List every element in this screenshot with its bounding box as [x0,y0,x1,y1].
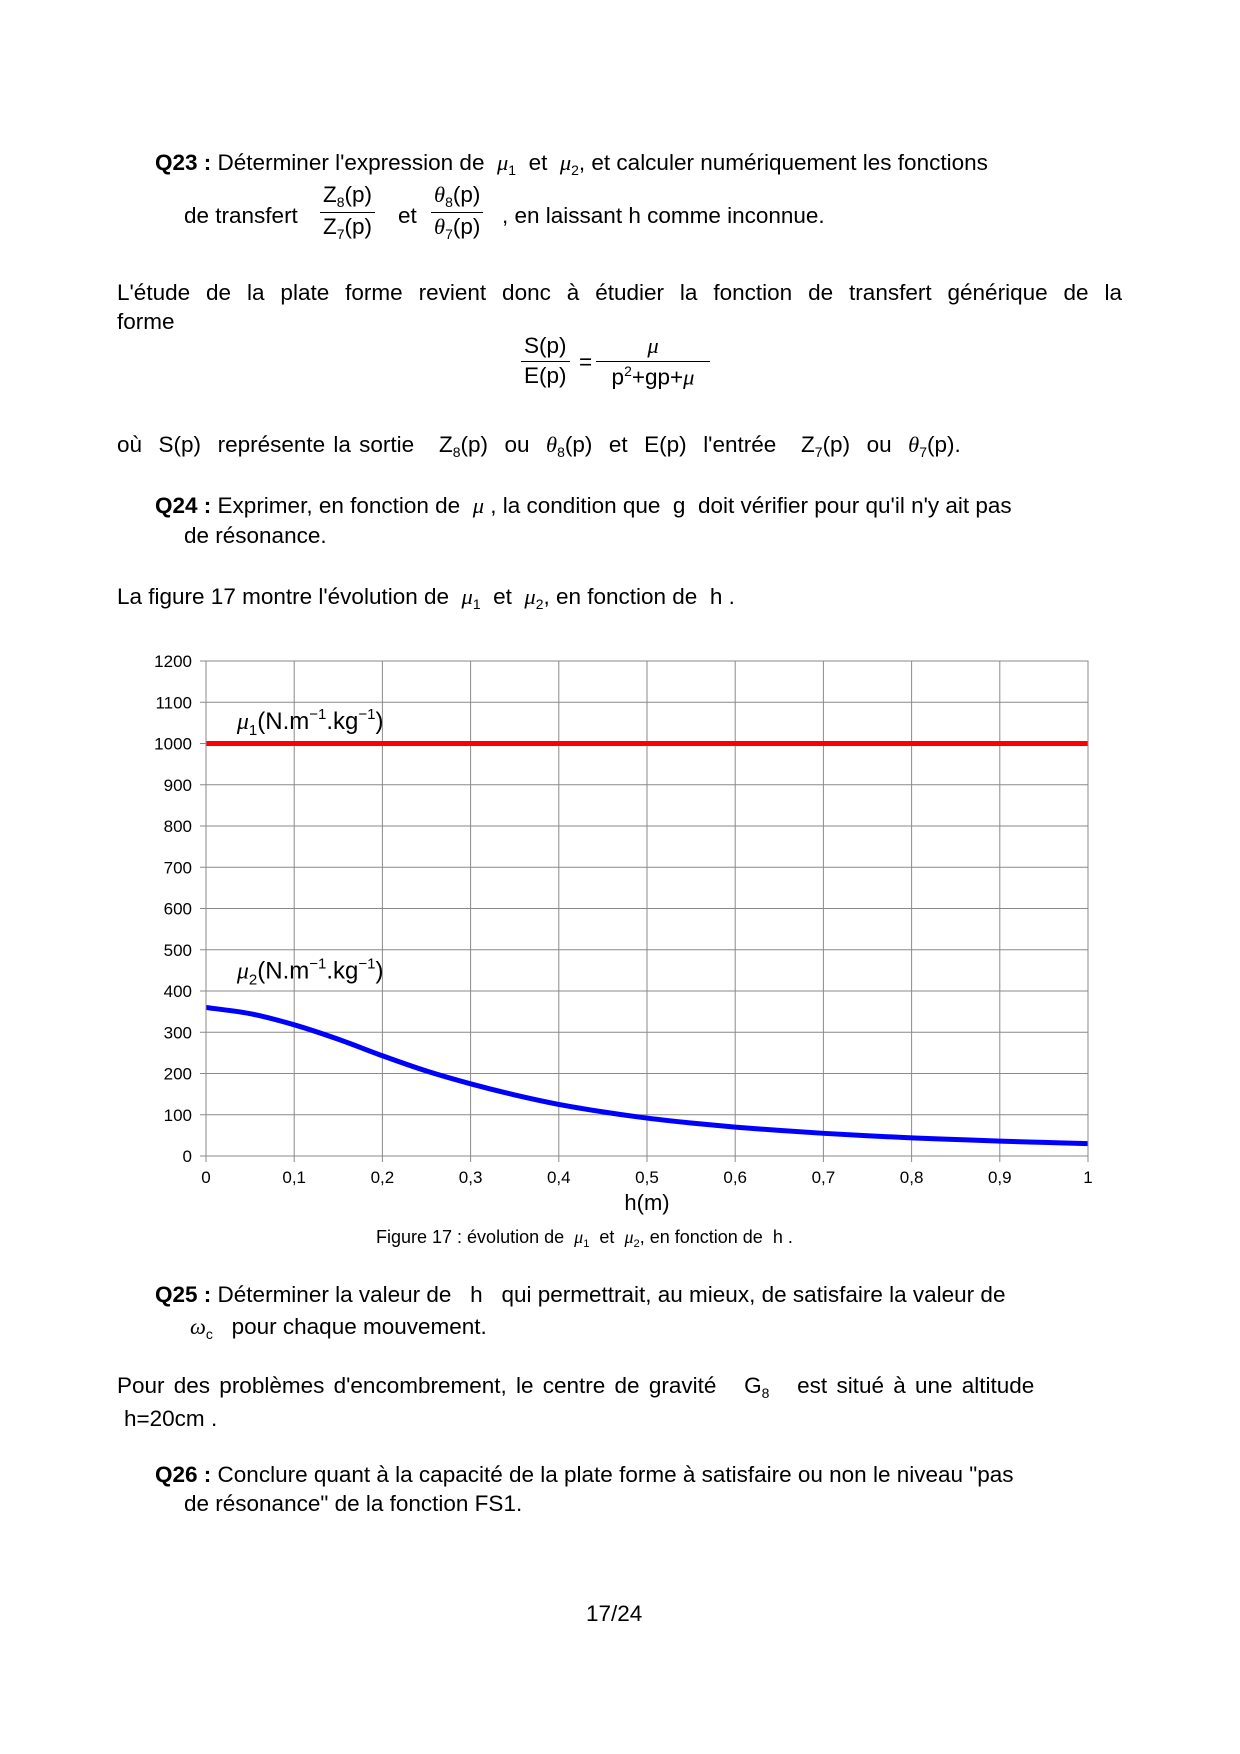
intro-line2: forme [117,309,175,334]
formula-rhs: $\frac{\mu}{p^2+gp+\mu}$ [596,334,710,390]
x-tick-label: 0,3 [458,1168,483,1187]
x-axis-label: h(m) [624,1190,670,1215]
q23-et: et [528,150,548,175]
series-line-2 [206,1008,1088,1144]
x-tick-label: 0,9 [987,1168,1012,1187]
q24-line2: de résonance. [184,523,327,548]
para-line2: h=20cm . [124,1406,218,1431]
series-label-mu1: $\mu_1(N.m^{-1}.kg^{-1})$ [236,706,384,740]
q24-line1: Q24 : Exprimer, en fonction de μ , la condition que g doit vérifier pour qu'il n'y ait pas [155,493,1012,518]
series-label-mu2: $\mu_2(N.m^{-1}.kg^{-1})$ [236,955,384,989]
chart-grid [200,661,1088,1162]
x-tick-label: 0,7 [811,1168,836,1187]
q26-line1: Q26 : Conclure quant à la capacité de la plate forme à satisfaire ou non le niveau "pas [155,1462,1014,1487]
x-axis-ticks [201,1168,1092,1187]
y-tick-label: 1200 [154,652,192,671]
y-tick-label: 900 [163,775,192,795]
q23-et2: et [398,203,417,228]
formula-lhs: $\frac{S(p)}{E(p)}$ [521,334,570,389]
q23-line1 [155,149,988,179]
q25-line1: Q25 : Déterminer la valeur de h qui permettrait, au mieux, de satisfaire la valeur de [155,1282,1006,1307]
formula-equals: = [579,349,593,374]
para-line1: Pour des problèmes d'encombrement, le centre de gravité $G_8$ est situé à une altitude [117,1373,1035,1401]
mu1-symbol: $\mu_1$ [496,150,517,178]
fraction-theta8-theta7: $\frac{\theta_8(p)}{\theta_7(p)}$ [431,183,483,242]
q23-line2-lead: de transfert [184,203,298,228]
y-axis-ticks [154,652,192,1166]
x-tick-label: 0,4 [546,1168,571,1187]
y-tick-label: 400 [163,982,192,1001]
y-tick-label: 1000 [154,734,192,754]
y-tick-label: 500 [163,940,192,960]
q26-label: Q26 : [155,1462,212,1487]
q26-line2: de résonance" de la fonction FS1. [184,1491,523,1516]
x-tick-label: 0,1 [282,1168,307,1187]
intro-line1: L'étude de la plate forme revient donc à étudier la fonction de transfert générique de la [117,280,1122,305]
y-tick-label: 800 [163,817,192,836]
q25-label: Q25 : [155,1282,212,1307]
x-tick-label: 0,2 [370,1168,395,1187]
y-tick-label: 100 [163,1105,192,1125]
x-tick-label: 1 [1083,1168,1093,1187]
where-line: où S(p) représente la sortie $Z_8(p)$ ou $\theta_8(p)$ et E(p) l'entrée $Z_7(p)$ ou $\theta_7(p)$. [117,432,961,460]
y-tick-label: 0 [182,1147,192,1166]
x-tick-label: 0,8 [899,1168,924,1187]
q24-label: Q24 : [155,493,212,518]
page-number: 17/24 [586,1601,643,1626]
q23-text-a: Déterminer l'expression de [217,150,485,175]
y-tick-label: 600 [163,899,192,919]
plot-frame [206,661,1088,1156]
mu2-symbol: $\mu_2$ [559,150,579,178]
y-tick-label: 700 [163,858,192,878]
y-tick-label: 1100 [155,693,192,713]
figure-caption: Figure 17 : évolution de $\mu_1$ et $\mu_2$, en fonction de h . [376,1227,793,1250]
fraction-z8-z7: $\frac{Z_8(p)}{Z_7(p)}$ [320,183,375,242]
chart-series [206,744,1088,1144]
x-tick-label: 0 [201,1168,211,1187]
q23-text-b: , et calculer numériquement les fonctions [578,150,988,175]
q23-line2-tail: , en laissant h comme inconnue. [502,203,825,228]
figure-intro: La figure 17 montre l'évolution de $\mu_1$ et $\mu_2$, en fonction de h . [117,584,735,612]
y-tick-label: 300 [163,1023,192,1043]
q23-label: Q23 : [155,150,212,175]
x-tick-label: 0,6 [723,1168,748,1187]
q25-line2: $\omega_c$ pour chaque mouvement. [190,1314,487,1342]
y-tick-label: 200 [163,1064,192,1084]
x-tick-label: 0,5 [635,1168,659,1187]
